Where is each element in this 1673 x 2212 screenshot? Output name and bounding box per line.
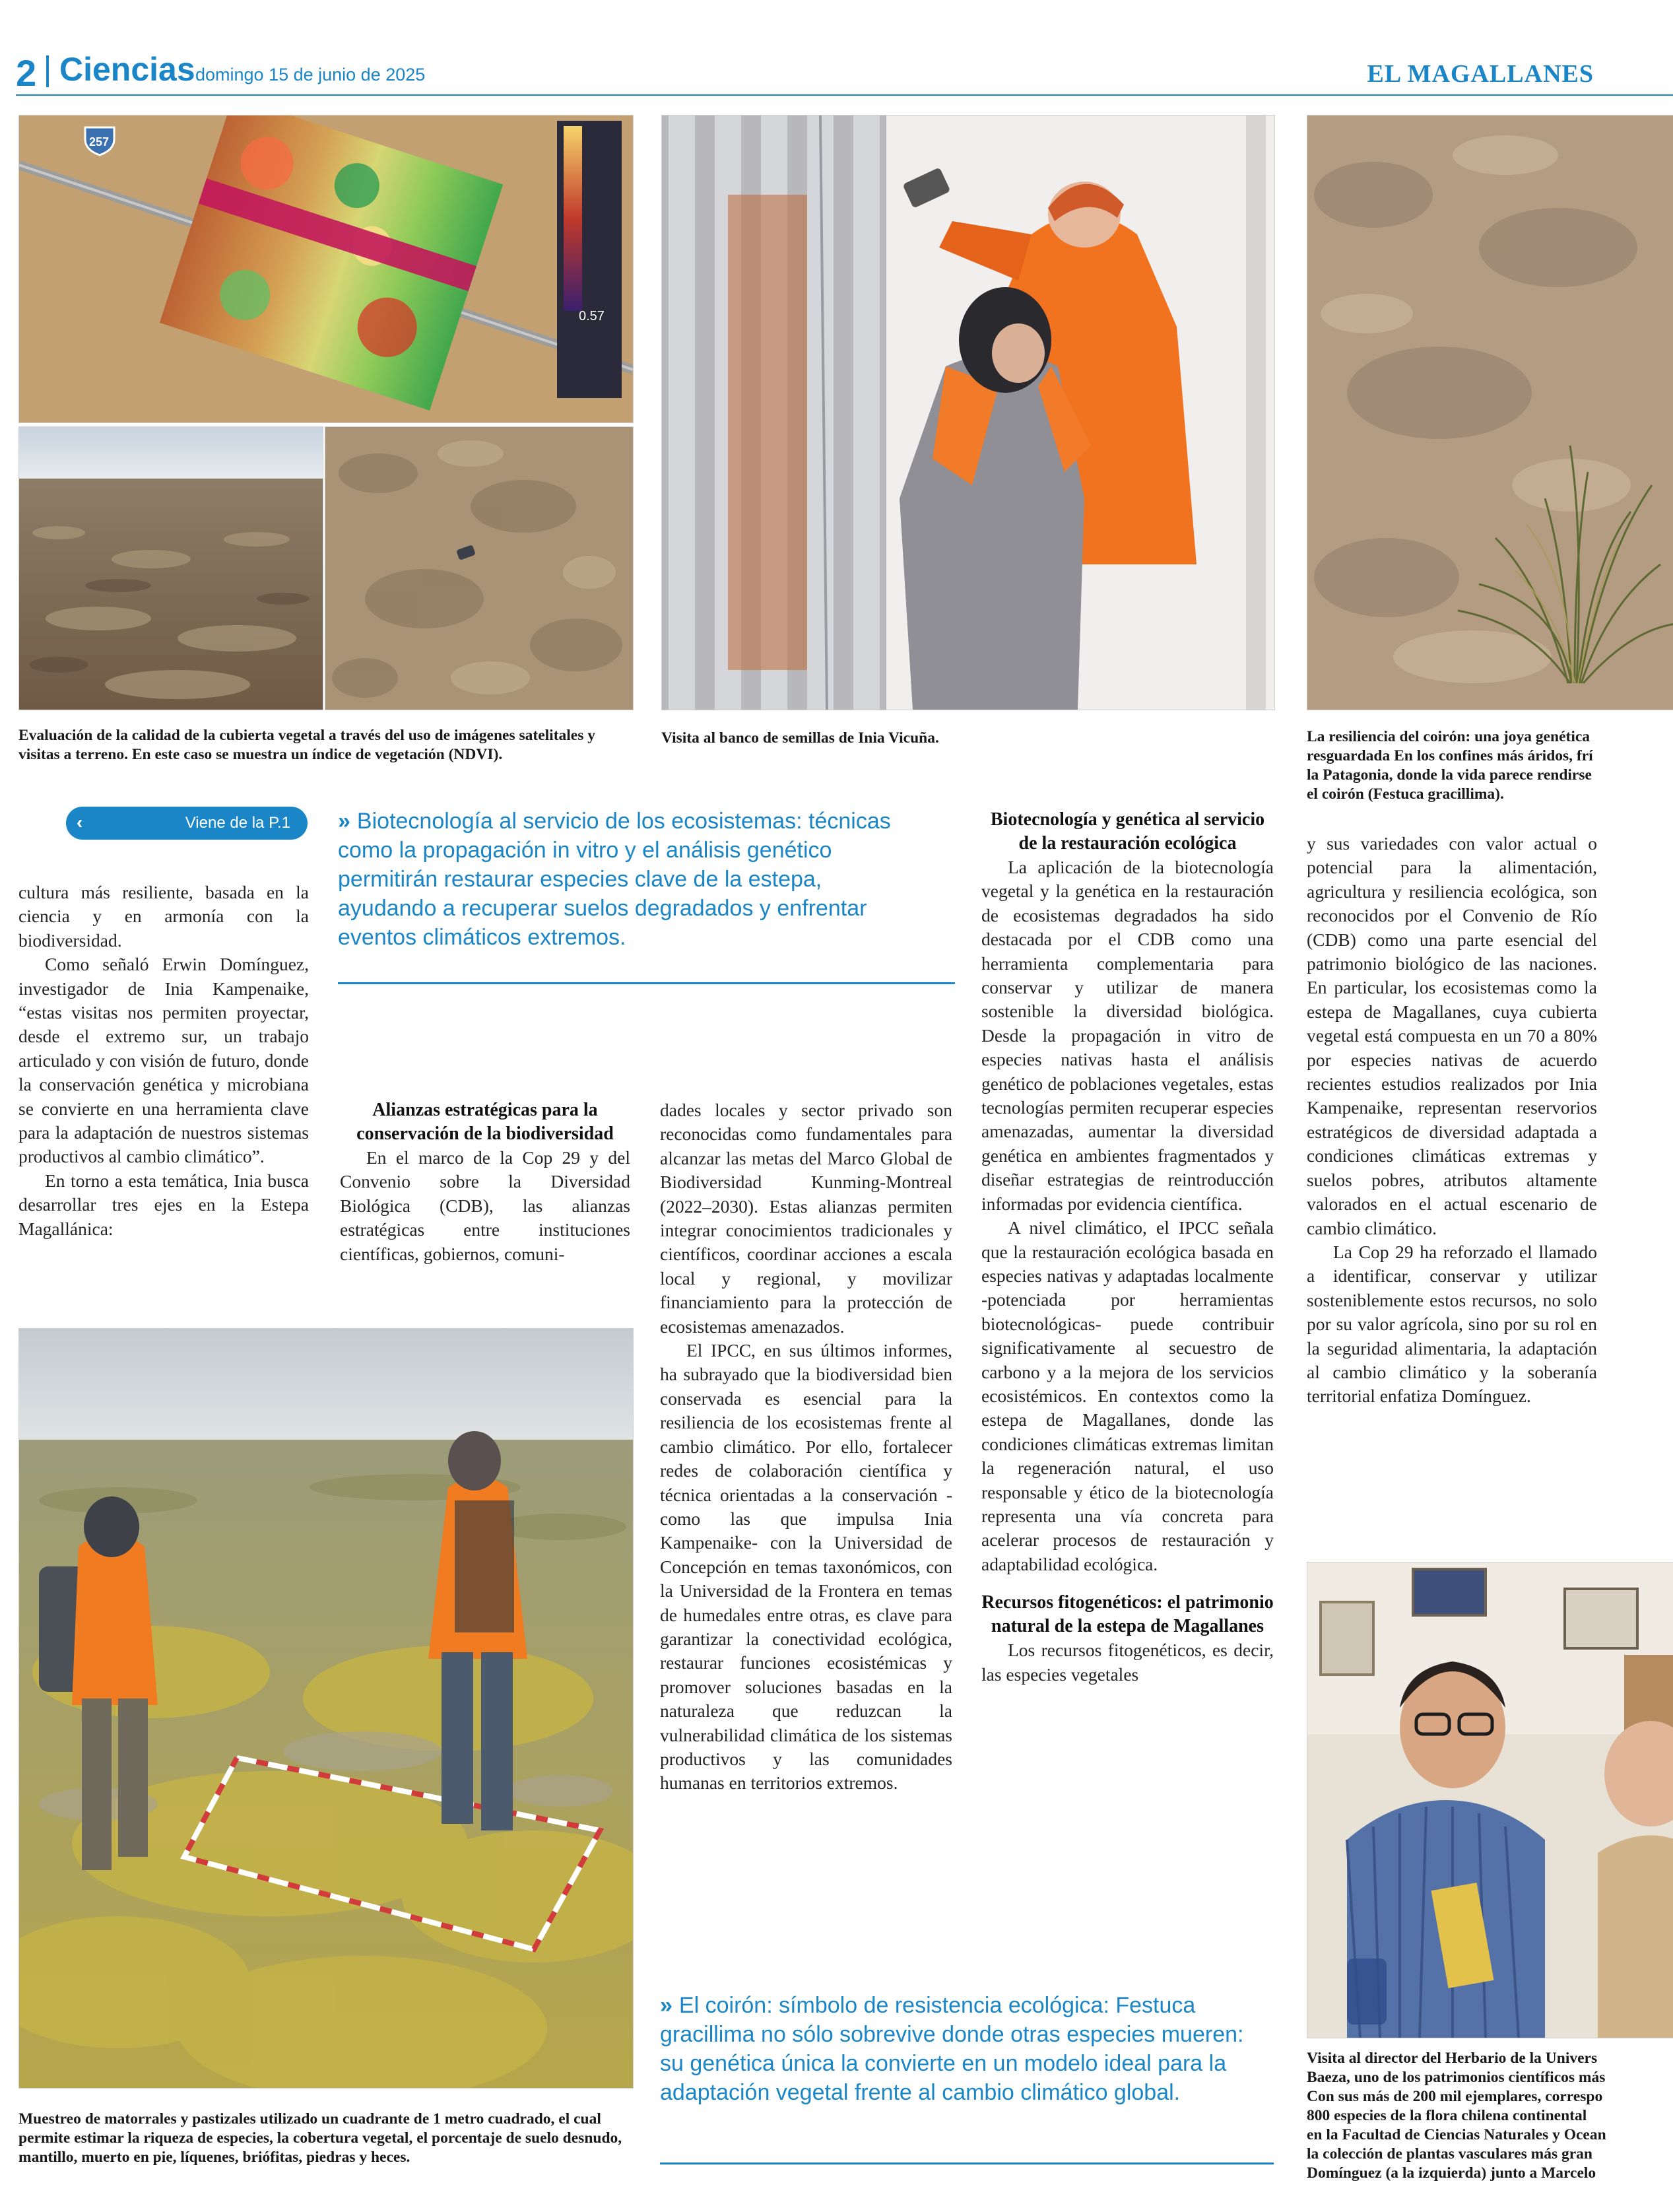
caption-line: 800 especies de la flora chilena continental bbox=[1307, 2107, 1587, 2124]
ndvi-map-photo bbox=[18, 115, 634, 423]
ndvi-scale-value: 0.57 bbox=[579, 309, 605, 323]
paragraph: La Cop 29 ha reforzado el llamado a identificar, conservar y utilizar sosteniblemente estos recursos, no solo por su valor agrícola, sino por su rol en la seguridad alimentaria, la adaptación al cambio climático y la soberanía territorial enfatiza Domínguez. bbox=[1307, 1241, 1597, 1407]
paragraph: Los recursos fitogenéticos, es decir, las especies vegetales bbox=[981, 1640, 1274, 1685]
paragraph: cultura más resiliente, basada en la ciencia y en armonía con la biodiversidad. bbox=[18, 882, 309, 951]
pullquote-coiron bbox=[660, 1991, 1254, 2107]
caption-line: Visita al director del Herbario de la Univers bbox=[1307, 2050, 1598, 2067]
article-column-2 bbox=[340, 1098, 630, 1266]
pullquote-text: El coirón: símbolo de resistencia ecológica: Festuca gracillima no sólo sobrevive donde otras especies mueren: su genética única la convierte en un modelo ideal para la adaptación vegetal frente al cambio climático global. bbox=[660, 1993, 1244, 2105]
herbarium-photo bbox=[1307, 1562, 1673, 2038]
header-rule bbox=[16, 94, 1673, 96]
caption-line: la colección de plantas vasculares más gran bbox=[1307, 2145, 1592, 2162]
caption-line: en la Facultad de Ciencias Naturales y Ocean bbox=[1307, 2126, 1606, 2143]
header-divider bbox=[46, 55, 49, 87]
subhead-alianzas: Alianzas estratégicas para la conservación de la biodiversidad bbox=[356, 1100, 614, 1144]
pullquote-biotech bbox=[338, 807, 905, 952]
publication-date: domingo 15 de junio de 2025 bbox=[195, 65, 426, 84]
seed-bank-photo bbox=[661, 115, 1275, 710]
caption-line: Baeza, uno de los patrimonios científicos más bbox=[1307, 2069, 1606, 2086]
article-column-5 bbox=[1307, 832, 1597, 1409]
caption-line: resguardada En los confines más áridos, frí bbox=[1307, 747, 1593, 764]
double-chevron-icon: » bbox=[338, 809, 350, 834]
paragraph: A nivel climático, el IPCC señala que la restauración ecológica basada en especies nativas y adaptadas localmente -potenciada por herramientas biotecnológicas- puede contribuir significativamente al secuestro de carbono y a la mejora de los servicios ecosistémicos. En contextos como la estepa de Magallanes, donde las condiciones climáticas extremas limitan la regeneración natural, el uso responsable y ético de la biotecnología representa una vía concreta para acelerar procesos de restauración y adaptabilidad ecológica. bbox=[981, 1217, 1274, 1574]
steppe-landscape-photo bbox=[18, 426, 323, 710]
paragraph: dades locales y sector privado son reconocidas como fundamentales para alcanzar las metas del Marco Global de Biodiversidad Kunming-Montreal (2022–2030). Estas alianzas permiten integrar conocimientos tradicionales y científicos, coordinar acciones a escala local y regional, y movilizar financiamiento para la protección de ecosistemas amenazados. bbox=[660, 1100, 952, 1337]
continued-from-badge[interactable] bbox=[66, 807, 308, 840]
caption-coiron bbox=[1307, 727, 1673, 804]
coiron-photo bbox=[1307, 115, 1673, 710]
article-column-3 bbox=[660, 1098, 952, 1795]
article-column-4 bbox=[981, 808, 1274, 1687]
double-chevron-icon: » bbox=[660, 1993, 672, 2018]
caption-sampling: Muestreo de matorrales y pastizales utilizado un cuadrante de 1 metro cuadrado, el cual permite estimar la riqueza de especies, la cobertura vegetal, el porcentaje de suelo desnudo, mantillo, muerto en pie, líquenes, briófitas, piedras y heces. bbox=[18, 2110, 622, 2166]
continued-from-label: Viene de la P.1 bbox=[185, 814, 290, 832]
paragraph: Como señaló Erwin Domínguez, investigador de Inia Kampenaike, “estas visitas nos permiten proyectar, desde el extremo sur, un trabajo articulado y con visión de futuro, donde la conservación genética y microbiana se convierte en una herramienta clave para la adaptación de nuestros sistemas productivos al cambio climático”. bbox=[18, 954, 309, 1167]
paragraph: El IPCC, en sus últimos informes, ha subrayado que la biodiversidad bien conservada es esencial para la resiliencia de los ecosistemas frente al cambio climático. Por ello, fortalecer redes de colaboración científica y técnica orientadas a la conservación -como las que impulsa Inia Kampenaike- con la Universidad de Concepción en temas taxonómicos, con la Universidad de la Frontera en temas de humedales entre otras, es clave para garantizar la conectividad ecológica, restaurar funciones ecosistémicas y promover soluciones basadas en la naturaleza que reduzcan la vulnerabilidad climática de los sistemas productivos y las comunidades humanas en territorios extremos. bbox=[660, 1340, 952, 1793]
caption-line: el coirón (Festuca gracillima). bbox=[1307, 786, 1504, 803]
page-header bbox=[0, 0, 1673, 99]
caption-line: Con sus más de 200 mil ejemplares, correspo bbox=[1307, 2088, 1603, 2105]
chevron-left-icon: ‹ bbox=[77, 812, 83, 832]
road-sign-number: 257 bbox=[89, 135, 110, 149]
aerial-steppe-photo bbox=[325, 426, 634, 710]
newspaper-name: EL MAGALLANES bbox=[1367, 60, 1594, 88]
section-title: Ciencias bbox=[59, 51, 195, 88]
subhead-biotecnologia: Biotecnología y genética al servicio de la restauración ecológica bbox=[990, 809, 1265, 854]
subhead-recursos: Recursos fitogenéticos: el patrimonio natural de la estepa de Magallanes bbox=[981, 1592, 1274, 1637]
paragraph: En el marco de la Cop 29 y del Convenio sobre la Diversidad Biológica (CDB), las alianzas estratégicas entre instituciones científicas, gobiernos, comuni- bbox=[340, 1147, 630, 1264]
caption-herbarium bbox=[1307, 2049, 1673, 2183]
caption-line: La resiliencia del coirón: una joya genética bbox=[1307, 728, 1591, 745]
caption-line: la Patagonia, donde la vida parece rendirse bbox=[1307, 766, 1592, 784]
pullquote-text: Biotecnología al servicio de los ecosistemas: técnicas como la propagación in vitro y el análisis genético permitirán restaurar especies clave de la estepa, ayudando a recuperar suelos degradados y enfrentar eventos climáticos extremos. bbox=[338, 809, 891, 950]
pullquote-rule bbox=[338, 982, 955, 984]
paragraph: La aplicación de la biotecnología vegetal y la genética en la restauración de ecosistemas degradados ha sido destacada por el CDB como una herramienta complementaria para conservar y utilizar de manera sostenible la diversidad biológica. Desde la propagación in vitro de especies nativas hasta el análisis genético de poblaciones vegetales, estas tecnologías permiten recuperar especies amenazadas, aumentar la diversidad genética en ambientes fragmentados y diseñar estrategias de reintroducción informadas por evidencia científica. bbox=[981, 857, 1274, 1214]
page-number: 2 bbox=[16, 52, 37, 94]
caption-line: Domínguez (a la izquierda) junto a Marcelo bbox=[1307, 2164, 1596, 2182]
field-sampling-photo bbox=[18, 1328, 634, 2089]
paragraph: En torno a esta temática, Inia busca desarrollar tres ejes en la Estepa Magallánica: bbox=[18, 1170, 309, 1239]
pullquote-rule bbox=[660, 2162, 1274, 2164]
caption-seed-bank: Visita al banco de semillas de Inia Vicuña. bbox=[661, 729, 939, 747]
paragraph: y sus variedades con valor actual o potencial para la alimentación, agricultura y resiliencia ecológica, son reconocidos por el Convenio de Río (CDB) como una parte esencial del patrimonio biológico de las naciones. En particular, los ecosistemas como la estepa de Magallanes, cuya cubierta vegetal está compuesta en un 70 a 80% por especies nativas de acuerdo recientes estudios realizados por Inia Kampenaike, representan reservorios estratégicos de diversidad adaptada a condiciones climáticas extremas y suelos pobres, atributos altamente valorados en el actual escenario de cambio climático. bbox=[1307, 833, 1597, 1238]
article-column-1 bbox=[18, 881, 309, 1241]
caption-ndvi: Evaluación de la calidad de la cubierta vegetal a través del uso de imágenes satelitales y visitas a terreno. En este caso se muestra un índice de vegetación (NDVI). bbox=[18, 727, 596, 763]
